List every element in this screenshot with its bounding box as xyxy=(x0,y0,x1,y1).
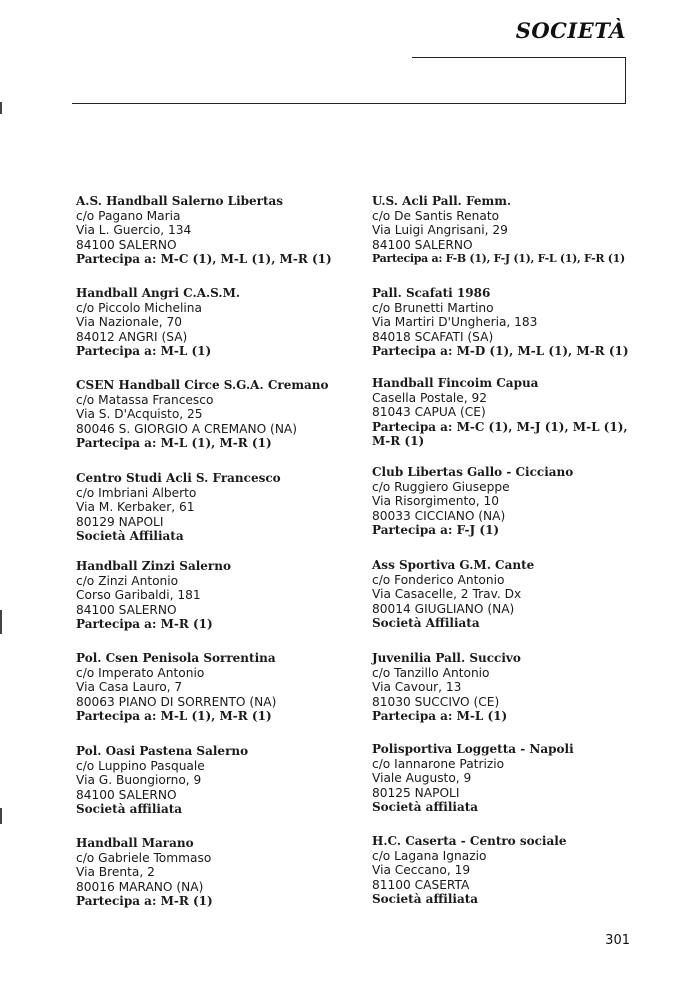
club-street: Viale Augusto, 9 xyxy=(372,771,472,785)
header-rule-main xyxy=(72,103,626,104)
club-contact: c/o Lagana Ignazio xyxy=(372,848,487,863)
club-name: Ass Sportiva G.M. Cante xyxy=(372,558,535,572)
club-entry xyxy=(372,651,642,724)
club-contact: c/o Pagano Maria xyxy=(76,208,181,223)
club-entry xyxy=(76,651,346,724)
club-participation: Partecipa a: M-L (1) xyxy=(372,709,508,723)
club-name: CSEN Handball Circe S.G.A. Cremano xyxy=(76,378,329,392)
club-city: 84100 SALERNO xyxy=(76,237,177,252)
club-name: Pol. Oasi Pastena Salerno xyxy=(76,744,249,758)
club-contact: c/o Ruggiero Giuseppe xyxy=(372,479,510,494)
club-entry xyxy=(76,559,346,632)
club-name: Handball Zinzi Salerno xyxy=(76,559,231,573)
club-street: Via Luigi Angrisani, 29 xyxy=(372,223,508,237)
header-rule-right xyxy=(625,57,626,104)
club-name: Centro Studi Acli S. Francesco xyxy=(76,471,281,485)
club-city: 80046 S. GIORGIO A CREMANO (NA) xyxy=(76,421,298,436)
club-city: 84100 SALERNO xyxy=(76,787,177,802)
club-street: Casella Postale, 92 xyxy=(372,390,488,405)
club-street: Via Cavour, 13 xyxy=(372,680,462,694)
club-city: 80063 PIANO DI SORRENTO (NA) xyxy=(76,694,277,709)
club-street: Via L. Guercio, 134 xyxy=(76,223,192,237)
club-street: Via Risorgimento, 10 xyxy=(372,494,499,508)
club-street: Via S. D'Acquisto, 25 xyxy=(76,407,203,421)
club-contact: c/o Piccolo Michelina xyxy=(76,300,202,315)
club-participation: Società Affiliata xyxy=(372,616,480,630)
margin-mark xyxy=(0,808,2,824)
club-participation: Partecipa a: M-L (1), M-R (1) xyxy=(76,709,272,723)
club-street: Via Ceccano, 19 xyxy=(372,863,471,877)
club-participation: Società Affiliata xyxy=(76,529,184,543)
club-participation: Partecipa a: M-R (1) xyxy=(76,617,213,631)
club-street: Corso Garibaldi, 181 xyxy=(76,588,201,602)
club-street: Via Martiri D'Ungheria, 183 xyxy=(372,315,538,329)
club-street: Via M. Kerbaker, 61 xyxy=(76,500,195,514)
club-city: 80125 NAPOLI xyxy=(372,785,460,800)
club-participation: Partecipa a: M-D (1), M-L (1), M-R (1) xyxy=(372,344,629,358)
club-city: 84100 SALERNO xyxy=(76,602,177,617)
page-title: SOCIETÀ xyxy=(515,18,626,43)
club-entry xyxy=(372,194,642,267)
club-entry xyxy=(372,286,642,359)
club-participation: Partecipa a: M-L (1), M-R (1) xyxy=(76,436,272,450)
club-city: 81100 CASERTA xyxy=(372,877,470,892)
club-street: Via Casa Lauro, 7 xyxy=(76,680,183,694)
club-city: 81030 SUCCIVO (CE) xyxy=(372,694,500,709)
club-participation: Società affiliata xyxy=(76,802,183,816)
margin-mark xyxy=(0,610,2,634)
club-entry xyxy=(76,471,346,544)
club-name: Handball Marano xyxy=(76,836,194,850)
club-name: Pol. Csen Penisola Sorrentina xyxy=(76,651,276,665)
club-city: 80014 GIUGLIANO (NA) xyxy=(372,601,515,616)
club-street: Via Casacelle, 2 Trav. Dx xyxy=(372,587,522,601)
club-participation: Partecipa a: M-L (1) xyxy=(76,344,212,358)
club-name: H.C. Caserta - Centro sociale xyxy=(372,834,567,848)
club-entry xyxy=(372,834,642,907)
club-city: 80129 NAPOLI xyxy=(76,514,164,529)
club-name: Juvenilia Pall. Succivo xyxy=(372,651,521,665)
club-participation: Partecipa a: F-B (1), F-J (1), F-L (1), F-R (1) xyxy=(372,252,625,265)
club-participation: Partecipa a: M-R (1) xyxy=(76,894,213,908)
club-contact: c/o Imperato Antonio xyxy=(76,665,205,680)
club-participation: Partecipa a: M-C (1), M-L (1), M-R (1) xyxy=(76,252,332,266)
club-participation: Partecipa a: M-C (1), M-J (1), M-L (1), M-R (1) xyxy=(372,419,628,448)
club-name: Pall. Scafati 1986 xyxy=(372,286,491,300)
club-contact: c/o Imbriani Alberto xyxy=(76,485,197,500)
club-city: 81043 CAPUA (CE) xyxy=(372,405,486,419)
club-city: 84018 SCAFATI (SA) xyxy=(372,329,494,344)
club-city: 80033 CICCIANO (NA) xyxy=(372,508,506,523)
club-contact: c/o Gabriele Tommaso xyxy=(76,850,212,865)
club-city: 80016 MARANO (NA) xyxy=(76,879,204,894)
club-participation: Partecipa a: F-J (1) xyxy=(372,523,500,537)
club-contact: c/o Iannarone Patrizio xyxy=(372,756,505,771)
club-entry xyxy=(372,376,642,449)
club-street: Via Nazionale, 70 xyxy=(76,315,182,329)
club-name: U.S. Acli Pall. Femm. xyxy=(372,194,512,208)
header-rule-top xyxy=(412,57,626,58)
club-contact: c/o Matassa Francesco xyxy=(76,392,214,407)
club-contact: c/o Fonderico Antonio xyxy=(372,572,505,587)
club-entry xyxy=(76,836,346,909)
club-entry xyxy=(76,378,346,451)
club-name: Handball Angri C.A.S.M. xyxy=(76,286,241,300)
club-contact: c/o Luppino Pasquale xyxy=(76,758,205,773)
club-name: Polisportiva Loggetta - Napoli xyxy=(372,742,574,756)
club-participation: Società affiliata xyxy=(372,892,479,906)
club-name: Club Libertas Gallo - Cicciano xyxy=(372,465,574,479)
club-entry xyxy=(76,744,346,817)
margin-mark xyxy=(0,102,2,114)
club-street: Via G. Buongiorno, 9 xyxy=(76,773,202,787)
club-contact: c/o Tanzillo Antonio xyxy=(372,665,490,680)
club-contact: c/o De Santis Renato xyxy=(372,208,500,223)
club-participation: Società affiliata xyxy=(372,800,479,814)
club-street: Via Brenta, 2 xyxy=(76,865,155,879)
club-entry xyxy=(76,286,346,359)
club-name: Handball Fincoim Capua xyxy=(372,376,539,390)
club-name: A.S. Handball Salerno Libertas xyxy=(76,194,284,208)
club-contact: c/o Zinzi Antonio xyxy=(76,573,179,588)
club-contact: c/o Brunetti Martino xyxy=(372,300,494,315)
club-city: 84100 SALERNO xyxy=(372,237,473,252)
club-city: 84012 ANGRI (SA) xyxy=(76,329,188,344)
club-entry xyxy=(76,194,346,267)
club-entry xyxy=(372,465,642,538)
club-entry xyxy=(372,558,642,631)
page-number: 301 xyxy=(605,933,630,948)
club-entry xyxy=(372,742,642,815)
